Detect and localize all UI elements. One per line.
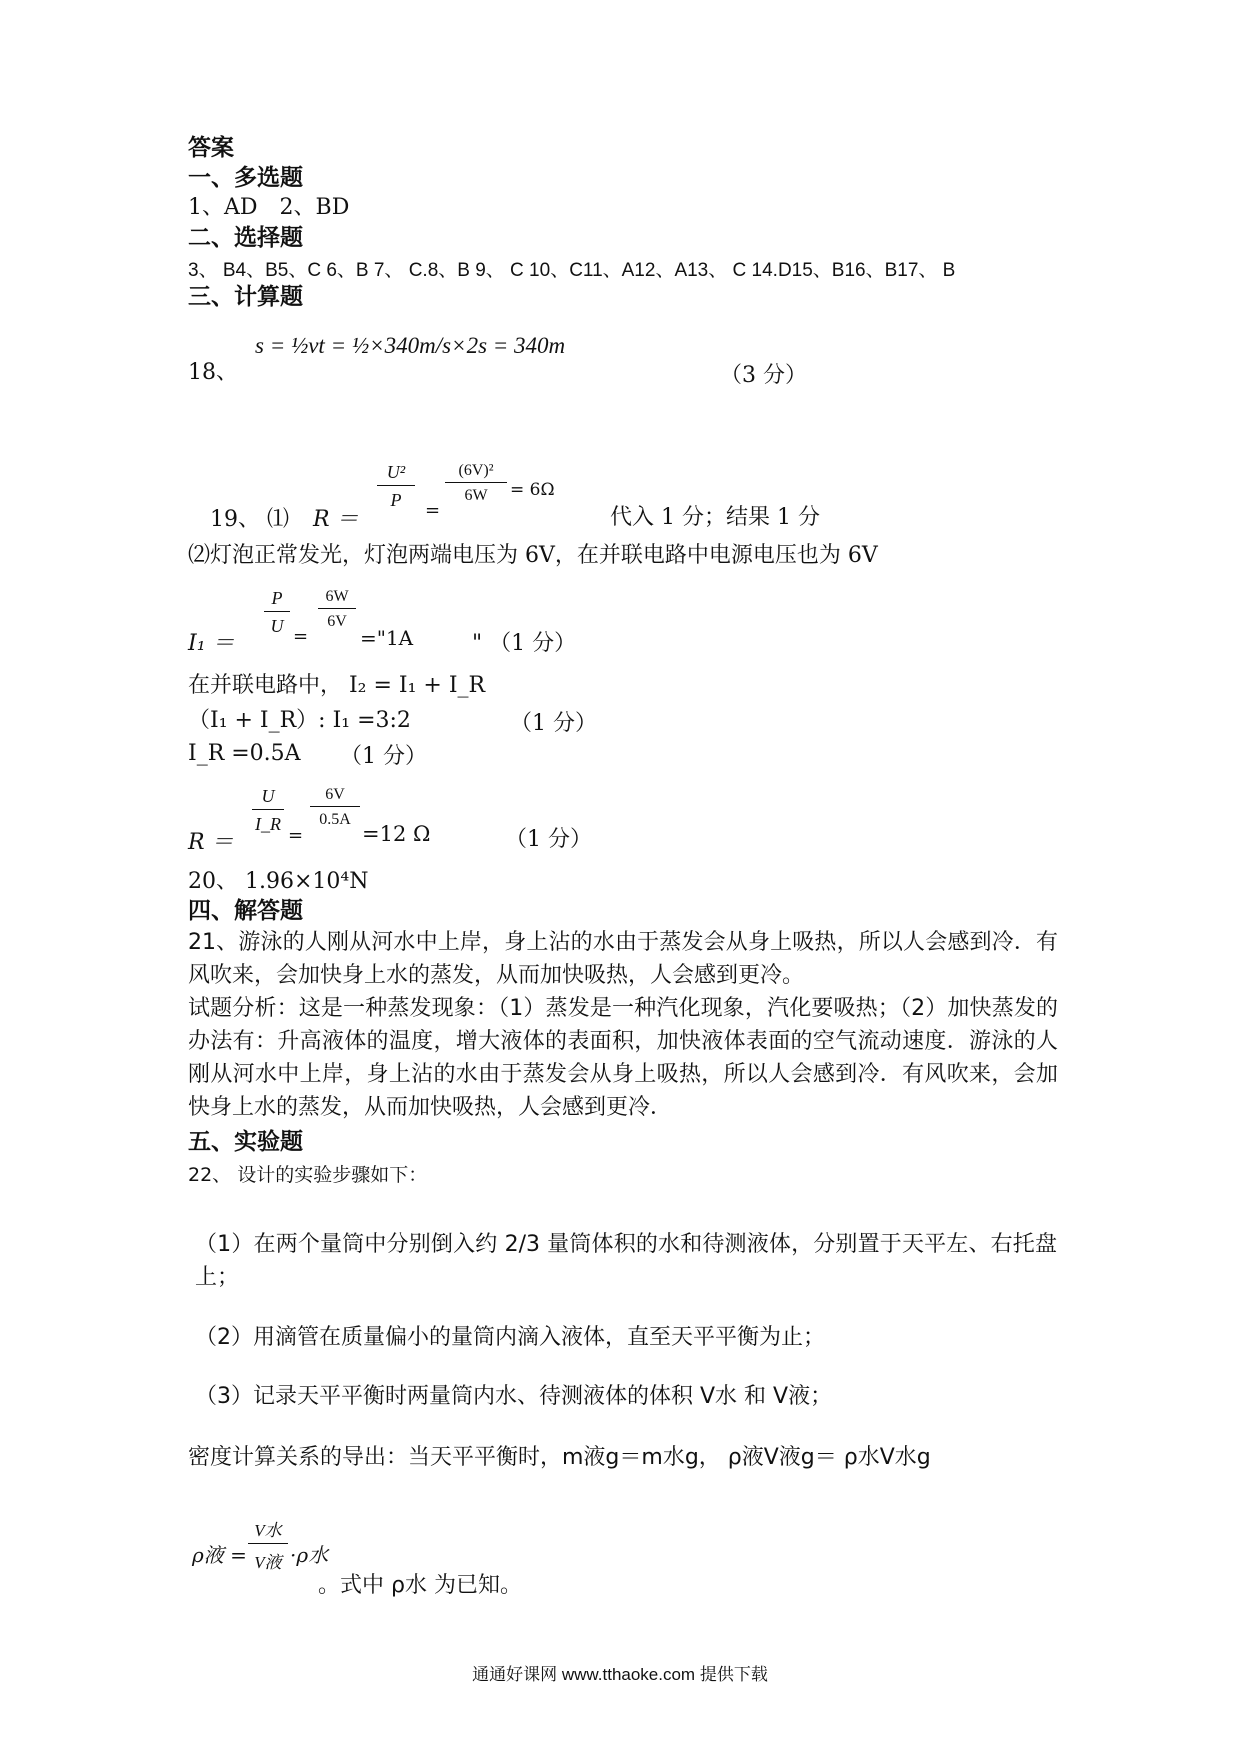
rho-lhs: ρ液 = — [192, 1543, 247, 1567]
ir-score: （1 分） — [340, 744, 427, 769]
section-experiment: 五、实验题 — [188, 1129, 303, 1155]
q22-step2: （2）用滴管在质量偏小的量筒内滴入液体，直至天平平衡为止； — [195, 1325, 825, 1350]
section-choice: 二、选择题 — [188, 225, 303, 251]
i1-result: ="1A — [360, 626, 414, 650]
footer-download-note: 通通好课网 www.tthaoke.com 提供下载 — [472, 1665, 768, 1684]
i1-score: " （1 分） — [472, 631, 577, 656]
ratio-score: （1 分） — [510, 711, 597, 736]
r2-fraction-6v-05a — [310, 786, 360, 829]
q22-intro: 22、 设计的实验步骤如下： — [188, 1164, 428, 1186]
q18-label: 18、 — [188, 360, 238, 385]
rho-den: V液 — [254, 1553, 282, 1572]
q19-score: 代入 1 分；结果 1 分 — [610, 505, 820, 530]
rho-known: 。式中 ρ水 为已知。 — [318, 1573, 522, 1598]
q19-part2: ⑵灯泡正常发光，灯泡两端电压为 6V，在并联电路中电源电压也为 6V — [188, 543, 878, 568]
i1-num2: 6W — [318, 588, 356, 609]
i1-eq: = — [293, 626, 309, 647]
page-title: 答案 — [188, 135, 234, 161]
r2-lhs: R ＝ — [188, 830, 234, 855]
i1-lhs: I₁ ＝ — [188, 631, 235, 656]
ratio-line: （I₁ + I_R）: I₁ =3:2 — [188, 708, 411, 733]
r2-den2: 0.5A — [319, 811, 351, 828]
parallel-line: 在并联电路中， I₂ = I₁ + I_R — [188, 673, 486, 698]
q18-score: （3 分） — [720, 363, 807, 388]
r2-score: （1 分） — [505, 827, 592, 852]
q21-analysis: 试题分析：这是一种蒸发现象：（1）蒸发是一种汽化现象，汽化要吸热；（2）加快蒸发的办法有：升高液体的温度，增大液体的表面积，加快液体表面的空气流动速度．游泳的人刚从河水中上岸，身上沾的水由于蒸发会从身上吸热，所以人会感到冷．有风吹来，会加快身上水的蒸发，从而加快吸热，人会感到更冷． — [188, 996, 1058, 1120]
q19-eq1: = — [425, 500, 441, 521]
q18-formula: s = ½vt = ½×340m/s×2s = 340m — [255, 333, 566, 358]
ir-line: I_R =0.5A — [188, 741, 301, 766]
q19-f1-den: P — [390, 490, 402, 510]
rho-fraction — [248, 1516, 288, 1573]
q22-step1: （1）在两个量筒中分别倒入约 2/3 量筒体积的水和待测液体，分别置于天平左、右托盘上； — [195, 1232, 1057, 1290]
mc-answers: 1、AD 2、BD — [188, 195, 350, 220]
r2-eq: = — [288, 825, 304, 846]
i1-fraction-p-u — [264, 588, 290, 637]
q19-f2-result: = 6Ω — [510, 480, 555, 500]
i1-den: U — [270, 616, 284, 636]
q19-fraction-6v-6w — [445, 462, 507, 505]
q20-answer: 20、 1.96×10⁴N — [188, 869, 369, 894]
r2-num: U — [252, 786, 284, 810]
q22-derivation: 密度计算关系的导出：当天平平衡时，m液g＝m水g， ρ液V液g＝ ρ水V水g — [188, 1445, 931, 1470]
choice-answers: 3、 B4、B5、C 6、B 7、 C.8、B 9、 C 10、C11、A12、A13、 C 14.D15、B16、B17、 B — [188, 260, 956, 281]
r2-den: I_R — [255, 814, 281, 834]
q19-f2-num: (6V)² — [445, 462, 507, 483]
rho-num: V水 — [248, 1516, 288, 1544]
q19-fraction-u2-p — [377, 462, 415, 511]
section-calculation: 三、计算题 — [188, 284, 303, 310]
r2-result: =12 Ω — [362, 822, 431, 846]
r2-fraction-u-ir — [252, 786, 284, 835]
rho-rhs: ·ρ水 — [290, 1543, 329, 1567]
i1-den2: 6V — [327, 613, 347, 630]
i1-fraction-6w-6v — [318, 588, 356, 631]
q21-answer: 21、游泳的人刚从河水中上岸，身上沾的水由于蒸发会从身上吸热，所以人会感到冷．有风吹来，会加快身上水的蒸发，从而加快吸热，人会感到更冷。 — [188, 930, 1058, 988]
q19-r-lhs: R ＝ — [313, 507, 359, 532]
section-answer: 四、解答题 — [188, 898, 303, 924]
q19-f1-num: U² — [377, 462, 415, 486]
section-multiple-choice: 一、多选题 — [188, 165, 303, 191]
q19-f2-den: 6W — [464, 487, 488, 504]
q19-label: 19、 ⑴ — [210, 507, 289, 532]
q22-step3: （3）记录天平平衡时两量筒内水、待测液体的体积 V水 和 V液； — [195, 1384, 833, 1409]
r2-num2: 6V — [310, 786, 360, 807]
i1-num: P — [264, 588, 290, 612]
